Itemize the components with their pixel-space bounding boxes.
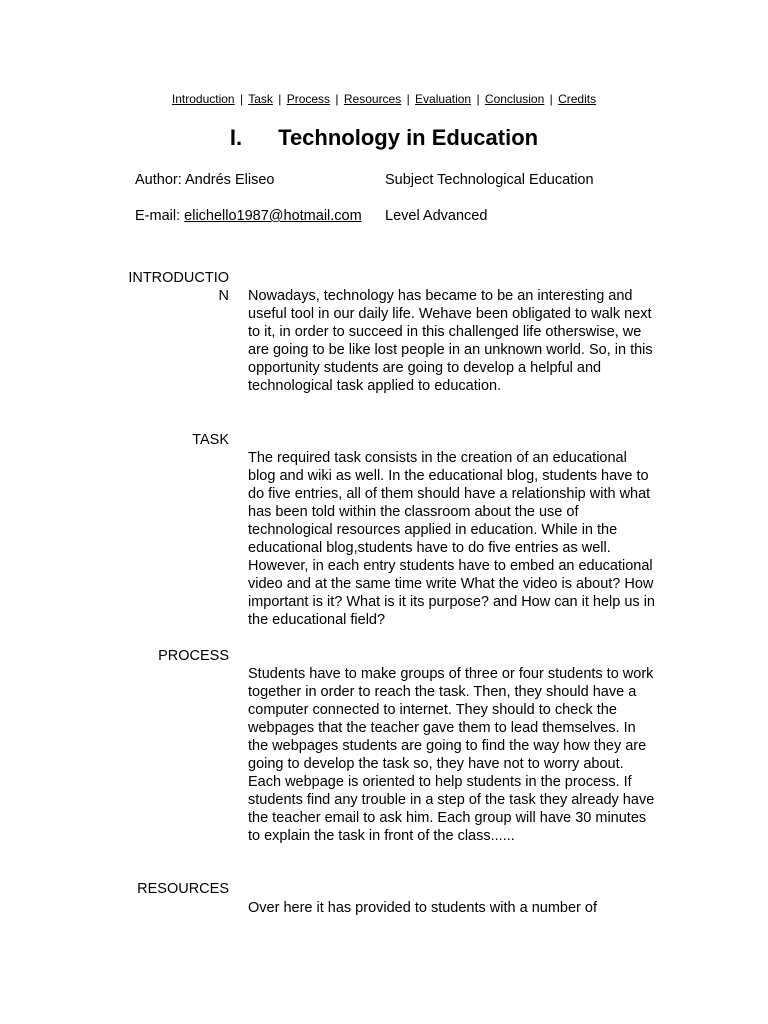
title-text: Technology in Education	[278, 125, 539, 150]
section-body-process: Students have to make groups of three or four students to work together in order to reach the task. Then, they should have a computer connected to internet. They should to check the webpages that the teacher gave them to lead themselves. In the webpages students are going to find the way how they are going to develop the task so, they have not to worry about. Each webpage is oriented to help students in the process. If students find any trouble in a step of the task they already have the teacher email to ask him. Each group will have 30 minutes to explain the task in front of the class......	[248, 666, 655, 844]
section-label-introduction: INTRODUCTION	[128, 270, 229, 304]
nav-link-credits[interactable]: Credits	[558, 92, 597, 106]
nav-separator: |	[239, 92, 244, 106]
nav-separator: |	[278, 92, 282, 106]
subject-label: Subject	[385, 172, 434, 188]
section-body-resources: Over here it has provided to students with a number of	[248, 900, 597, 916]
level-field	[385, 207, 487, 225]
nav-separator: |	[476, 92, 480, 106]
section-label-resources: RESOURCES	[137, 881, 229, 897]
section-body-introduction: Nowadays, technology has became to be an interesting and useful tool in our daily life. Wehave been obligated to walk next to it, in order to succeed in this challenged life otherswise, we are going to be like lost people in an unknown world. So, in this opportunity students are going to develop a helpful and technological task applied to education.	[248, 288, 653, 394]
level-label: Level	[385, 208, 420, 224]
nav-link-task[interactable]: Task	[248, 92, 273, 106]
page-title	[0, 124, 768, 152]
nav-link-evaluation[interactable]: Evaluation	[415, 92, 472, 106]
top-navigation	[0, 91, 768, 107]
nav-link-introduction[interactable]: Introduction	[171, 92, 235, 106]
section-body-task: The required task consists in the creation of an educational blog and wiki as well. In the educational blog, students have to do five entries, all of them should have a relationship with what has been told within the classroom about the use of technological resources applied in education. While in the educational blog,students have to do five entries as well. However, in each entry students have to embed an educational video and at the same time write What the video is about? How important is it? What is it its purpose? and How can it help us in the educational field?	[248, 450, 655, 628]
nav-separator: |	[549, 92, 553, 106]
title-number: I.	[229, 125, 243, 150]
level-value: Advanced	[422, 208, 488, 224]
subject-value: Technological Education	[437, 172, 594, 188]
nav-separator: |	[335, 92, 339, 106]
author-field	[135, 171, 274, 189]
subject-field	[385, 171, 594, 189]
nav-link-process[interactable]: Process	[286, 92, 331, 106]
section-label-task: TASK	[192, 432, 229, 448]
author-label: Author:	[135, 172, 182, 188]
email-label: E-mail:	[135, 208, 181, 224]
email-field	[135, 207, 362, 225]
nav-separator: |	[406, 92, 410, 106]
nav-link-conclusion[interactable]: Conclusion	[484, 92, 545, 106]
section-label-process: PROCESS	[158, 648, 229, 664]
email-link[interactable]: elichello1987@hotmail.com	[184, 208, 362, 224]
nav-link-resources[interactable]: Resources	[343, 92, 402, 106]
author-value: Andrés Eliseo	[184, 172, 275, 188]
